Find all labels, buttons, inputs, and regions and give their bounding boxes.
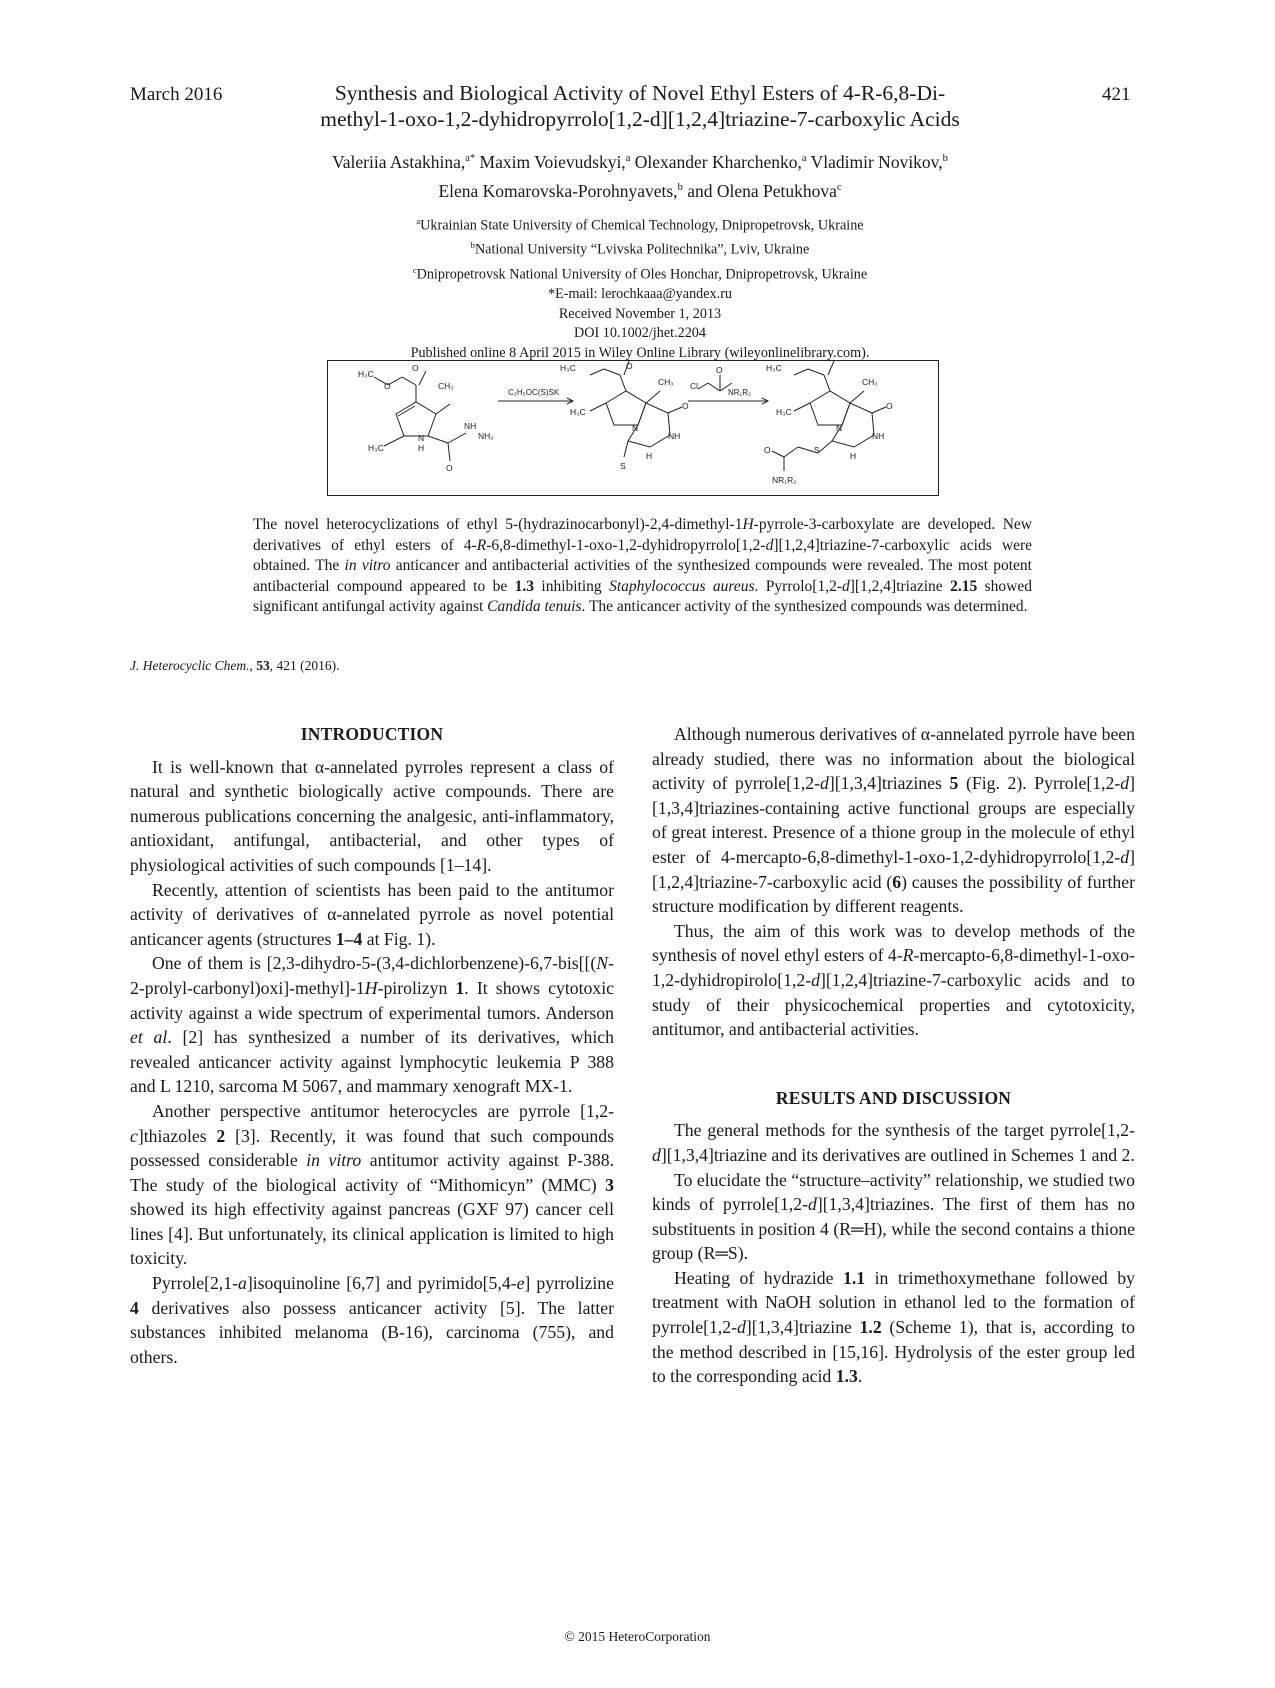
reagent-2: NR₁R₂ bbox=[728, 388, 752, 397]
reagent-1: C₂H₅OC(S)SK bbox=[508, 388, 560, 397]
article-title bbox=[250, 80, 1030, 132]
email: *E-mail: lerochkaaa@yandex.ru bbox=[547, 285, 733, 302]
journal-date: March 2016 bbox=[130, 84, 223, 105]
label-nh-2: NH bbox=[668, 431, 681, 441]
affiliation-a: $^a$Ukrainian State University of Chemical Technology, Dnipropetrovsk, Ukraine bbox=[416, 216, 864, 234]
label-h3c-2: H₃C bbox=[560, 363, 576, 373]
scheme-drawing bbox=[328, 361, 937, 494]
label-h3c-1b: H₃C bbox=[368, 443, 384, 453]
journal-citation: J. Heterocyclic Chem., 53, 421 (2016). bbox=[130, 658, 340, 673]
affiliation-c: $^c$Dnipropetrovsk National University of Oles Honchar, Dnipropetrovsk, Ukraine bbox=[412, 264, 868, 283]
label-o-3: O bbox=[886, 401, 893, 411]
label-h-1: H bbox=[418, 443, 425, 453]
label-ch3-1: CH₃ bbox=[438, 381, 454, 391]
received-date: Received November 1, 2013 bbox=[558, 305, 722, 322]
author-list bbox=[200, 146, 1080, 204]
intro-paragraph-2: Recently, attention of scientists has been paid to the antitumor activity of derivatives of α-annelated pyrrole as novel potential anticancer agents (structures 1–4 at Fig. 1). bbox=[130, 879, 614, 949]
label-o-1b: O bbox=[384, 381, 391, 391]
intro-paragraph-3: One of them is [2,3-dihydro-5-(3,4-dichlorbenzene)-6,7-bis[[(N-2-prolyl-carbonyl)oxi]-methyl]-1H-pirolizyn 1. It shows cytotoxic activity against a wide spectrum of experimental tumors. Anderson et al. [2] has synthesized a number of its derivatives, which revealed anticancer activity against lymphocytic leukemia P 388 and L 1210, sarcoma M 5067, and mammary xenograft MX-1. bbox=[130, 953, 615, 1097]
label-o-reagent: O bbox=[716, 365, 723, 375]
pyrrole-ring-1 bbox=[396, 402, 436, 436]
abstract: The novel heterocyclizations of ethyl 5-(hydrazinocarbonyl)-2,4-dimethyl-1H-pyrrole-3-carboxylate are developed. New derivatives of ethyl esters of 4-R-6,8-dimethyl-1-oxo-1,2-dyhidropyrrolo[1,2-d][1,2,4]triazine-7-carboxylic acids were obtained. The in vitro anticancer and antibacterial activities of the synthesized compounds were revealed. The most potent antibacterial compound appeared to be 1.3 inhibiting Staphylococcus aureus. Pyrrolo[1,2-d][1,2,4]triazine 2.15 showed significant antifungal activity against Candida tenuis. The anticancer activity of the synthesized compounds was determined. bbox=[253, 516, 1032, 616]
left-column bbox=[130, 722, 614, 1369]
label-o-3b: O bbox=[764, 445, 771, 455]
author-line-2: Elena Komarovska-Porohnyavets,$^b$ and Olena Petukhova$^c$ bbox=[438, 180, 842, 201]
introduction-heading: INTRODUCTION bbox=[300, 724, 444, 744]
label-s-3: S bbox=[814, 445, 820, 455]
title-line-1: Synthesis and Biological Activity of Novel Ethyl Esters of 4-R-6,8-Di- bbox=[334, 81, 946, 105]
label-o-2b: O bbox=[682, 401, 689, 411]
results-heading: RESULTS AND DISCUSSION bbox=[775, 1087, 1012, 1108]
label-n-3: N bbox=[836, 423, 843, 433]
label-nr1r2-3: NR₁R₂ bbox=[772, 475, 797, 485]
reaction-scheme bbox=[327, 360, 939, 496]
label-ch3-2: CH₃ bbox=[658, 377, 674, 387]
doi: DOI 10.1002/jhet.2204 bbox=[573, 325, 706, 342]
label-nh-3: NH bbox=[872, 431, 885, 441]
label-n-1: N bbox=[418, 433, 425, 443]
label-s-2: S bbox=[620, 461, 626, 471]
label-h3c-3b: H₃C bbox=[776, 407, 792, 417]
label-h3c-2b: H₃C bbox=[570, 407, 586, 417]
author-line-1: Valeriia Astakhina,$^{a*}$ Maxim Voievudskyi,$^a$ Olexander Kharchenko,$^a$ Vladimir Novikov,$^b$ bbox=[332, 151, 948, 172]
intro-paragraph-7: Thus, the aim of this work was to develop methods of the synthesis of novel ethyl esters of 4-R-mercapto-6,8-dimethyl-1-oxo-1,2-dyhidropirolo[1,2-d][1,2,4]triazine-7-carboxylic acids and to study of their physicochemical properties and cytotoxicity, antitumor, and antibacterial activities. bbox=[652, 920, 1135, 1040]
affiliations-block bbox=[200, 212, 1080, 363]
intro-paragraph-6: Although numerous derivatives of α-annelated pyrrole have been already studied, there was no information about the biological activity of pyrrole[1,2-d][1,3,4]triazines 5 (Fig. 2). Pyrrole[1,2-d][1,3,4]triazines-containing active functional groups are especially of great interest. Presence of a thione group in the molecule of ethyl ester of 4-mercapto-6,8-dimethyl-1-oxo-1,2-dyhidropyrrolo[1,2-d][1,2,4]triazine-7-carboxylic acid (6) causes the possibility of further structure modification by different reagents. bbox=[652, 724, 1135, 917]
label-n-2: N bbox=[632, 423, 639, 433]
label-ch3-3: CH₃ bbox=[862, 377, 878, 387]
label-nh-1: NH bbox=[464, 421, 477, 431]
results-paragraph-3: Heating of hydrazide 1.1 in trimethoxymethane followed by treatment with NaOH solution in ethanol led to the formation of pyrrole[1,2-d][1,3,4]triazine 1.2 (Scheme 1), that is, according to the method described in [15,16]. Hydrolysis of the ester group led to the corresponding acid 1.3. bbox=[652, 1267, 1135, 1387]
label-h3c-3: H₃C bbox=[766, 363, 782, 373]
copyright-footer: © 2015 HeteroCorporation bbox=[564, 1629, 711, 1644]
intro-paragraph-5: Pyrrole[2,1-a]isoquinoline [6,7] and pyrimido[5,4-e] pyrrolizine 4 derivatives also possess anticancer activity [5]. The latter substances inhibited melanoma (B-16), carcinoma (755), and others. bbox=[130, 1273, 614, 1367]
intro-paragraph-1: It is well-known that α-annelated pyrroles represent a class of natural and synthetic biologically active compounds. There are numerous publications concerning the analgesic, anti-inflammatory, antioxidant, antifungal, antibacterial, and other types of physiological activities of such compounds [1–14]. bbox=[130, 756, 614, 875]
right-column bbox=[652, 722, 1135, 1389]
affiliation-b: $^b$National University “Lvivska Politechnika”, Lviv, Ukraine bbox=[470, 240, 810, 259]
results-paragraph-1: The general methods for the synthesis of the target pyrrole[1,2-d][1,3,4]triazine and its derivatives are outlined in Schemes 1 and 2. bbox=[652, 1120, 1135, 1165]
results-paragraph-2: To elucidate the “structure–activity” relationship, we studied two kinds of pyrrole[1,2-d][1,3,4]triazines. The first of them has no substituents in position 4 (R═H), while the second contains a thione group (R═S). bbox=[652, 1169, 1136, 1264]
page-number: 421 bbox=[1102, 84, 1131, 105]
intro-paragraph-4: Another perspective antitumor heterocycles are pyrrole [1,2-c]thiazoles 2 [3]. Recently, it was found that such compounds possessed considerable in vitro antitumor activity against P-388. The study of the biological activity of “Mithomicyn” (MMC) 3 showed its high effectivity against pancreas (GXF 97) cancer cell lines [4]. But unfortunately, its clinical application is limited to high toxicity. bbox=[130, 1100, 614, 1269]
label-nh2-1: NH₂ bbox=[478, 431, 494, 441]
published-online: Published online 8 April 2015 in Wiley Online Library (wileyonlinelibrary.com). bbox=[410, 344, 870, 361]
label-h3c-1: H₃C bbox=[358, 369, 374, 379]
label-o-1: O bbox=[412, 363, 419, 373]
label-o-2: O bbox=[626, 361, 633, 371]
label-o-1c: O bbox=[446, 463, 453, 473]
title-line-2: methyl-1-oxo-1,2-dyhidropyrrolo[1,2-d][1,2,4]triazine-7-carboxylic Acids bbox=[320, 107, 960, 131]
label-cl: Cl bbox=[690, 381, 699, 391]
label-h-2: H bbox=[646, 451, 653, 461]
label-h-3: H bbox=[850, 451, 857, 461]
